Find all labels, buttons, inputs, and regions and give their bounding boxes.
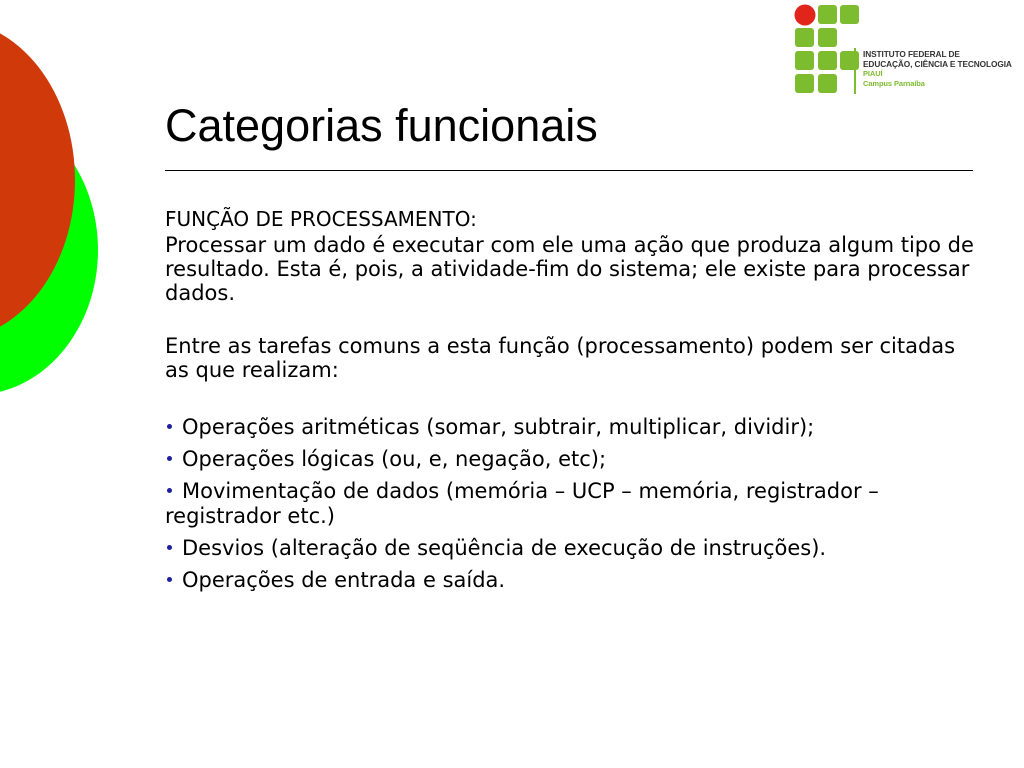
bullet-list xyxy=(165,415,975,593)
logo-line-3: PIAUÍ xyxy=(863,69,883,78)
list-item: Desvios (alteração de seqüência de execução de instruções). xyxy=(165,536,975,561)
bullet-icon xyxy=(167,424,172,429)
institute-logo xyxy=(794,4,1024,96)
logo-line-1: INSTITUTO FEDERAL DE xyxy=(863,49,960,59)
bullet-icon xyxy=(167,577,172,582)
paragraph-definition: Processar um dado é executar com ele uma ação que produza algum tipo de resultado. Esta é, pois, a atividade-fim do sistema; ele existe para processar dados. xyxy=(165,233,974,305)
bullet-icon xyxy=(167,456,172,461)
logo-grid-icon xyxy=(794,4,864,96)
bullet-icon xyxy=(167,545,172,550)
logo-text xyxy=(863,49,1012,89)
paragraph-tasks: Entre as tarefas comuns a esta função (processamento) podem ser citadas as que realizam: xyxy=(165,334,956,382)
slide-content xyxy=(165,205,975,600)
list-item: Movimentação de dados (memória – UCP – memória, registrador – registrador etc.) xyxy=(165,479,879,528)
logo-line-4: Campus Parnaíba xyxy=(863,79,925,88)
list-item: Operações aritméticas (somar, subtrair, multiplicar, dividir); xyxy=(165,415,975,440)
slide-title: Categorias funcionais xyxy=(165,100,598,151)
title-divider xyxy=(165,170,973,171)
bullet-icon xyxy=(167,488,172,493)
section-heading: FUNÇÃO DE PROCESSAMENTO: xyxy=(165,207,477,231)
logo-line-2: EDUCAÇÃO, CIÊNCIA E TECNOLOGIA xyxy=(863,59,1012,69)
list-item: Operações de entrada e saída. xyxy=(165,568,975,593)
list-item: Operações lógicas (ou, e, negação, etc); xyxy=(165,447,975,472)
